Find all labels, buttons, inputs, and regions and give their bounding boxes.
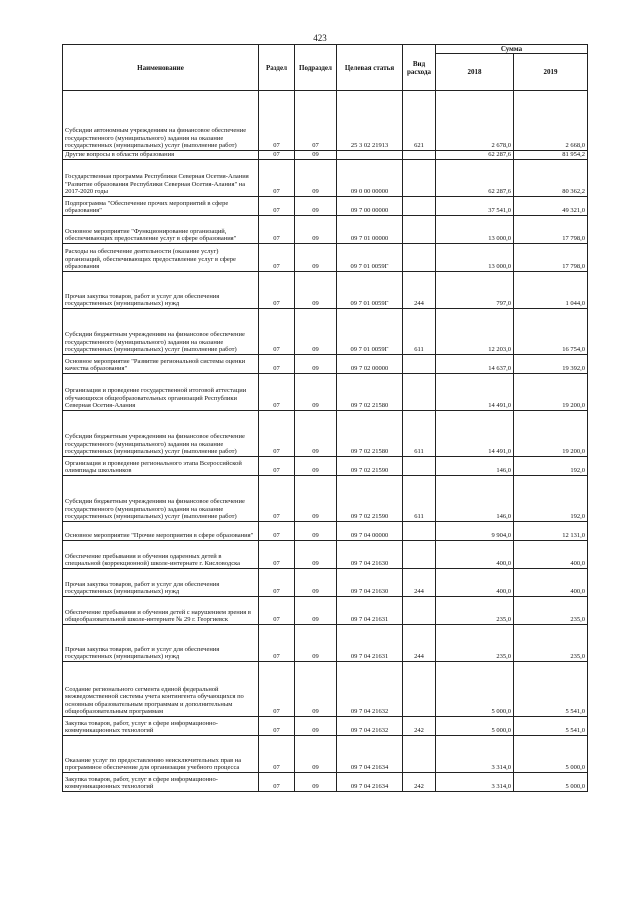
table-row: [63, 91, 588, 151]
header-subsection: Подраздел: [295, 45, 337, 91]
row-expense-type: [403, 374, 436, 411]
row-section: 07: [259, 597, 295, 625]
row-section: 07: [259, 160, 295, 197]
row-value-2018: 5 000,0: [436, 717, 514, 736]
row-expense-type: 242: [403, 717, 436, 736]
row-value-2018: 62 287,6: [436, 151, 514, 160]
row-target: 09 7 04 21632: [337, 717, 403, 736]
row-section: 07: [259, 309, 295, 355]
row-name: Другие вопросы в области образования: [63, 151, 259, 160]
row-section: 07: [259, 717, 295, 736]
table-row: [63, 355, 588, 374]
header-section: Раздел: [259, 45, 295, 91]
row-value-2018: 9 904,0: [436, 522, 514, 541]
row-subsection: 09: [295, 597, 337, 625]
row-subsection: 09: [295, 625, 337, 662]
row-value-2018: 3 314,0: [436, 773, 514, 792]
row-section: 07: [259, 625, 295, 662]
row-value-2018: 235,0: [436, 625, 514, 662]
row-target: 09 7 04 21631: [337, 625, 403, 662]
row-subsection: 09: [295, 662, 337, 717]
row-subsection: 09: [295, 411, 337, 457]
row-target: 09 7 01 0059Г: [337, 309, 403, 355]
table-row: [63, 160, 588, 197]
row-value-2018: 146,0: [436, 476, 514, 522]
row-value-2019: 17 798,0: [514, 216, 588, 244]
row-value-2018: 14 637,0: [436, 355, 514, 374]
row-value-2019: 192,0: [514, 476, 588, 522]
row-subsection: 09: [295, 309, 337, 355]
row-section: 07: [259, 197, 295, 216]
row-section: 07: [259, 736, 295, 773]
row-subsection: 07: [295, 91, 337, 151]
table-row: [63, 569, 588, 597]
row-subsection: 09: [295, 522, 337, 541]
row-section: 07: [259, 272, 295, 309]
row-subsection: 09: [295, 717, 337, 736]
row-target: 09 7 04 21632: [337, 662, 403, 717]
row-subsection: 09: [295, 160, 337, 197]
row-target: 09 7 02 21590: [337, 476, 403, 522]
row-value-2018: 14 491,0: [436, 411, 514, 457]
row-value-2019: 2 668,0: [514, 91, 588, 151]
row-section: 07: [259, 662, 295, 717]
table-header: [63, 45, 588, 91]
row-target: 09 7 00 00000: [337, 197, 403, 216]
row-target: 09 7 01 0059Г: [337, 272, 403, 309]
row-name: Прочая закупка товаров, работ и услуг для обеспечения государственных (муниципальных) нужд: [63, 569, 259, 597]
table-row: [63, 662, 588, 717]
row-expense-type: 611: [403, 309, 436, 355]
row-target: 09 7 04 21630: [337, 541, 403, 569]
row-expense-type: [403, 151, 436, 160]
table-row: [63, 717, 588, 736]
budget-table: [62, 44, 588, 792]
row-value-2019: 400,0: [514, 569, 588, 597]
row-expense-type: [403, 662, 436, 717]
row-target: 09 7 04 00000: [337, 522, 403, 541]
row-subsection: 09: [295, 736, 337, 773]
row-expense-type: [403, 522, 436, 541]
row-subsection: 09: [295, 476, 337, 522]
row-name: Оказание услуг по предоставлению неисключительных прав на программное обеспечение для организации учебного процесса: [63, 736, 259, 773]
row-expense-type: 244: [403, 625, 436, 662]
row-section: 07: [259, 773, 295, 792]
row-value-2019: 235,0: [514, 625, 588, 662]
row-section: 07: [259, 569, 295, 597]
row-expense-type: [403, 197, 436, 216]
row-value-2019: 80 362,2: [514, 160, 588, 197]
table-row: [63, 773, 588, 792]
row-name: Организация и проведение регионального этапа Всероссийской олимпиады школьников: [63, 457, 259, 476]
row-value-2018: 2 678,0: [436, 91, 514, 151]
row-target: 09 7 02 21590: [337, 457, 403, 476]
row-value-2018: 13 000,0: [436, 244, 514, 272]
row-expense-type: [403, 216, 436, 244]
row-expense-type: [403, 457, 436, 476]
row-subsection: 09: [295, 216, 337, 244]
row-subsection: 09: [295, 355, 337, 374]
row-value-2019: 5 541,0: [514, 662, 588, 717]
row-target: 09 7 02 00000: [337, 355, 403, 374]
row-name: Создание регионального сегмента единой федеральной межведомственной системы учета контингента обучающихся по основным образовательным программам и дополнительным общеобразовательным программам: [63, 662, 259, 717]
row-name: Субсидии автономным учреждениям на финансовое обеспечение государственного (муниципального) задания на оказание государственных (муниципальных) услуг (выполнение работ): [63, 91, 259, 151]
header-expense-type: Вид расхода: [403, 45, 436, 91]
row-subsection: 09: [295, 244, 337, 272]
row-expense-type: 621: [403, 91, 436, 151]
row-target: 09 7 04 21630: [337, 569, 403, 597]
header-sum: Сумма: [436, 45, 588, 54]
row-subsection: 09: [295, 541, 337, 569]
row-value-2018: 400,0: [436, 569, 514, 597]
row-value-2019: 49 321,0: [514, 197, 588, 216]
row-value-2018: 3 314,0: [436, 736, 514, 773]
row-value-2018: 5 000,0: [436, 662, 514, 717]
row-target: 09 7 04 21634: [337, 736, 403, 773]
row-value-2018: 37 541,0: [436, 197, 514, 216]
row-value-2019: 5 541,0: [514, 717, 588, 736]
row-expense-type: [403, 160, 436, 197]
row-subsection: 09: [295, 773, 337, 792]
row-value-2019: 1 044,0: [514, 272, 588, 309]
row-value-2019: 16 754,0: [514, 309, 588, 355]
row-name: Подпрограмма "Обеспечение прочих мероприятий в сфере образования": [63, 197, 259, 216]
row-value-2019: 192,0: [514, 457, 588, 476]
header-2019: 2019: [514, 54, 588, 91]
row-name: Организация и проведение государственной итоговой аттестации обучающихся общеобразовательных организаций Республики Северная Осетия-Алания: [63, 374, 259, 411]
row-section: 07: [259, 91, 295, 151]
row-name: Закупка товаров, работ, услуг в сфере информационно-коммуникационных технологий: [63, 773, 259, 792]
table-row: [63, 457, 588, 476]
row-expense-type: [403, 355, 436, 374]
table-row: [63, 736, 588, 773]
row-subsection: 09: [295, 457, 337, 476]
row-section: 07: [259, 541, 295, 569]
row-value-2019: 400,0: [514, 541, 588, 569]
row-value-2018: 12 203,0: [436, 309, 514, 355]
header-name: Наименование: [63, 45, 259, 91]
row-name: Основное мероприятие "Прочие мероприятия в сфере образования": [63, 522, 259, 541]
row-target: [337, 151, 403, 160]
row-value-2018: 62 287,6: [436, 160, 514, 197]
table-row: [63, 244, 588, 272]
row-target: 09 7 02 21580: [337, 374, 403, 411]
row-value-2018: 235,0: [436, 597, 514, 625]
row-subsection: 09: [295, 569, 337, 597]
table-row: [63, 151, 588, 160]
table-row: [63, 411, 588, 457]
row-name: Основное мероприятие "Развитие региональной системы оценки качества образования": [63, 355, 259, 374]
row-section: 07: [259, 457, 295, 476]
row-expense-type: 611: [403, 476, 436, 522]
row-target: 09 7 04 21631: [337, 597, 403, 625]
row-section: 07: [259, 355, 295, 374]
row-section: 07: [259, 411, 295, 457]
row-section: 07: [259, 476, 295, 522]
table-row: [63, 216, 588, 244]
table-row: [63, 309, 588, 355]
table-row: [63, 597, 588, 625]
row-value-2018: 14 491,0: [436, 374, 514, 411]
table-row: [63, 197, 588, 216]
row-name: Обеспечение пребывания и обучения детей с нарушением зрения в общеобразовательной школе-интернате № 29 г. Георгиевск: [63, 597, 259, 625]
row-target: 25 3 02 21913: [337, 91, 403, 151]
row-value-2019: 5 000,0: [514, 773, 588, 792]
row-target: 09 7 02 21580: [337, 411, 403, 457]
row-section: 07: [259, 522, 295, 541]
header-2018: 2018: [436, 54, 514, 91]
row-value-2019: 19 200,0: [514, 374, 588, 411]
row-name: Субсидии бюджетным учреждениям на финансовое обеспечение государственного (муниципального) задания на оказание государственных (муниципальных) услуг (выполнение работ): [63, 476, 259, 522]
row-name: Государственная программа Республики Северная Осетия-Алания "Развитие образования Республики Северная Осетия-Алания" на 2017-2020 годы: [63, 160, 259, 197]
row-section: 07: [259, 151, 295, 160]
table-body: [63, 91, 588, 792]
page-number: 423: [313, 33, 327, 43]
row-section: 07: [259, 244, 295, 272]
row-name: Обеспечение пребывания и обучения одаренных детей в специальной (коррекционной) школе-интернате г. Кисловодска: [63, 541, 259, 569]
row-value-2019: 81 954,2: [514, 151, 588, 160]
header-target: Целевая статья: [337, 45, 403, 91]
row-name: Основное мероприятие "Функционирование организаций, обеспечивающих предоставление услуг в сфере образования": [63, 216, 259, 244]
table-row: [63, 625, 588, 662]
row-value-2019: 5 000,0: [514, 736, 588, 773]
row-value-2019: 12 131,0: [514, 522, 588, 541]
row-expense-type: [403, 244, 436, 272]
table-row: [63, 272, 588, 309]
row-value-2018: 797,0: [436, 272, 514, 309]
row-expense-type: [403, 541, 436, 569]
row-expense-type: 242: [403, 773, 436, 792]
row-expense-type: [403, 736, 436, 773]
row-subsection: 09: [295, 374, 337, 411]
row-expense-type: 611: [403, 411, 436, 457]
row-subsection: 09: [295, 151, 337, 160]
row-value-2019: 17 798,0: [514, 244, 588, 272]
row-expense-type: [403, 597, 436, 625]
row-section: 07: [259, 216, 295, 244]
row-target: 09 7 04 21634: [337, 773, 403, 792]
row-value-2019: 19 200,0: [514, 411, 588, 457]
table-row: [63, 374, 588, 411]
table-row: [63, 522, 588, 541]
row-value-2019: 235,0: [514, 597, 588, 625]
row-value-2018: 13 000,0: [436, 216, 514, 244]
table-row: [63, 541, 588, 569]
row-value-2018: 146,0: [436, 457, 514, 476]
row-section: 07: [259, 374, 295, 411]
row-subsection: 09: [295, 197, 337, 216]
row-value-2019: 19 392,0: [514, 355, 588, 374]
row-subsection: 09: [295, 272, 337, 309]
row-expense-type: 244: [403, 272, 436, 309]
table-row: [63, 476, 588, 522]
row-target: 09 0 00 00000: [337, 160, 403, 197]
row-name: Закупка товаров, работ, услуг в сфере информационно-коммуникационных технологий: [63, 717, 259, 736]
row-target: 09 7 01 0059Г: [337, 244, 403, 272]
row-name: Прочая закупка товаров, работ и услуг для обеспечения государственных (муниципальных) нужд: [63, 625, 259, 662]
row-name: Субсидии бюджетным учреждениям на финансовое обеспечение государственного (муниципального) задания на оказание государственных (муниципальных) услуг (выполнение работ): [63, 309, 259, 355]
row-value-2018: 400,0: [436, 541, 514, 569]
row-target: 09 7 01 00000: [337, 216, 403, 244]
row-name: Субсидии бюджетным учреждениям на финансовое обеспечение государственного (муниципального) задания на оказание государственных (муниципальных) услуг (выполнение работ): [63, 411, 259, 457]
row-expense-type: 244: [403, 569, 436, 597]
row-name: Расходы на обеспечение деятельности (оказание услуг) организаций, обеспечивающих предоставление услуг в сфере образования: [63, 244, 259, 272]
row-name: Прочая закупка товаров, работ и услуг для обеспечения государственных (муниципальных) нужд: [63, 272, 259, 309]
